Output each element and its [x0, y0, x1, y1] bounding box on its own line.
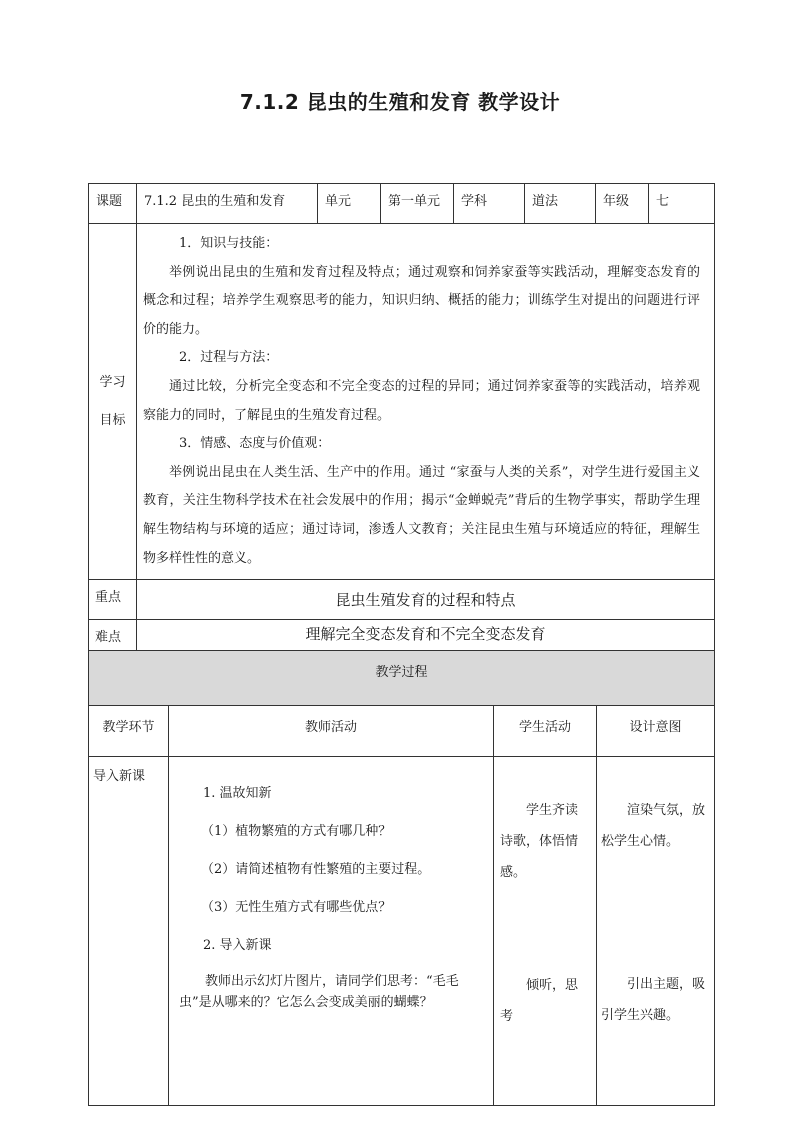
- header-intent: 设计意图: [597, 706, 715, 757]
- unit-value: 第一单元: [381, 184, 454, 224]
- key-point-value: 昆虫生殖发育的过程和特点: [137, 580, 715, 620]
- header-student: 学生活动: [494, 706, 597, 757]
- header-stage: 教学环节: [89, 706, 169, 757]
- student-activity-1: 学生齐读诗歌，体悟情感。: [500, 803, 579, 880]
- teacher-prompt: 教师出示幻灯片图片，请同学们思考：“毛毛虫”是从哪来的？它怎么会变成美丽的蝴蝶？: [179, 974, 459, 1010]
- difficulty-value: 理解完全变态发育和不完全变态发育: [137, 620, 715, 660]
- objective-text-1: 举例说出昆虫的生殖和发育过程及特点；通过观察和饲养家蚕等实践活动，理解变态发育的概念和过程；培养学生观察思考的能力，知识归纳、概括的能力；训练学生对提出的问题进行评价的能力。: [143, 264, 700, 337]
- teacher-step-1: 1. 温故知新: [203, 786, 272, 801]
- objectives-content: [137, 224, 715, 580]
- objectives-label: [89, 224, 137, 580]
- process-header-row: [89, 706, 715, 757]
- key-point-label: 重点: [89, 580, 137, 620]
- teacher-question-1: （1）植物繁殖的方式有哪几种？: [201, 824, 392, 839]
- teacher-question-2: （2）请简述植物有性繁殖的主要过程。: [201, 862, 431, 877]
- grade-value: 七: [649, 184, 715, 224]
- course-label: 课题: [89, 184, 137, 224]
- process-title: 教学过程: [89, 651, 715, 706]
- design-intent-1: 渲染气氛，放松学生心情。: [601, 803, 706, 849]
- teacher-activity: [169, 757, 494, 1106]
- teacher-question-3: （3）无性生殖方式有哪些优点？: [201, 900, 392, 915]
- objective-heading-3: 3．情感、态度与价值观：: [179, 436, 331, 452]
- course-value: 7.1.2 昆虫的生殖和发育: [137, 184, 318, 224]
- objective-heading-2: 2．过程与方法：: [179, 350, 279, 366]
- design-intent: [597, 757, 715, 1106]
- objectives-label-line1: 学习: [99, 374, 126, 390]
- objectives-row: [89, 224, 715, 580]
- subject-label: 学科: [454, 184, 525, 224]
- unit-label: 单元: [318, 184, 381, 224]
- process-title-row: [89, 651, 715, 706]
- page-title: 7.1.2 昆虫的生殖和发育 教学设计: [239, 90, 561, 114]
- objective-heading-1: 1．知识与技能：: [179, 236, 279, 251]
- process-table: [88, 650, 715, 1106]
- difficulty-label: 难点: [89, 620, 137, 660]
- key-point-row: [89, 580, 715, 620]
- subject-value: 道法: [525, 184, 596, 224]
- stage-cell: 导入新课: [89, 757, 169, 1106]
- header-teacher: 教师活动: [169, 706, 494, 757]
- student-activity: [494, 757, 597, 1106]
- student-activity-2: 倾听，思考: [500, 978, 579, 1024]
- objectives-label-line2: 目标: [99, 412, 126, 428]
- info-table: [88, 183, 715, 660]
- design-intent-2: 引出主题，吸引学生兴趣。: [601, 977, 706, 1023]
- objective-text-2: 通过比较，分析完全变态和不完全变态的过程的异同；通过饲养家蚕等的实践活动，培养观察能力的同时，了解昆虫的生殖发育过程。: [143, 378, 700, 423]
- grade-label: 年级: [596, 184, 649, 224]
- process-row-intro: [89, 757, 715, 1106]
- info-row: [89, 184, 715, 224]
- objective-text-3: 举例说出昆虫在人类生活、生产中的作用。通过 “家蚕与人类的关系”，对学生进行爱国主义教育，关注生物科学技术在社会发展中的作用；揭示“金蝉蜕壳”背后的生物学事实，帮助学生理解生物结构与环境的适应；通过诗词，渗透人文教育；关注昆虫生殖与环境适应的特征，理解生物多样性性的意义。: [143, 464, 700, 566]
- teacher-step-2: 2. 导入新课: [203, 938, 272, 953]
